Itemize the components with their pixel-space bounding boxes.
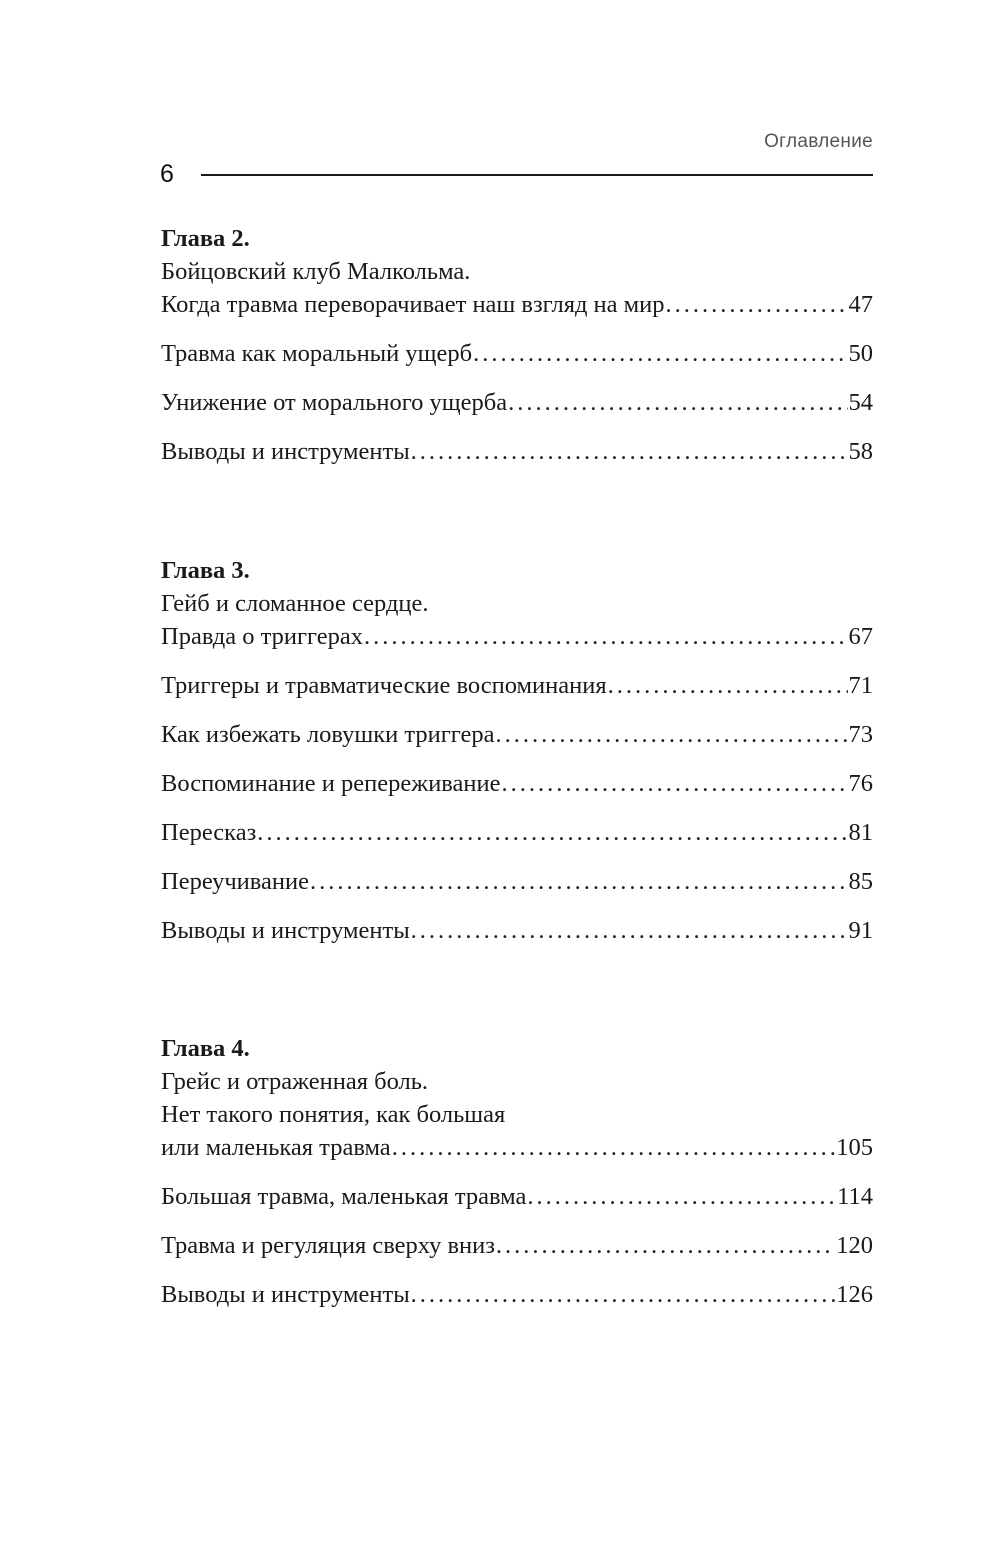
dot-leader [527,1180,836,1213]
toc-entry-text: Триггеры и травматические воспоминания [161,672,607,699]
toc-entry-page: 81 [848,819,873,846]
chapter-3 [161,554,873,947]
toc-entry-page: 47 [848,291,873,318]
toc-entry-text: Переучивание [161,868,309,895]
toc-entry-page: 73 [848,721,873,748]
toc-entry[interactable] [161,718,873,751]
toc-entry[interactable] [161,1278,873,1311]
toc-entry-text: Травма и регуляция сверху вниз [161,1232,495,1259]
toc-entry[interactable] [161,337,873,370]
toc-entry-page: 54 [848,389,873,416]
toc-entry-chapter-title[interactable] [161,1131,873,1164]
dot-leader [411,914,848,947]
chapter-title-line: Гейб и сломанное сердце. [161,590,429,617]
toc-entry-text: Выводы и инструменты [161,917,410,944]
toc-entry-text: Воспоминание и репереживание [161,770,501,797]
toc-entry[interactable] [161,1180,873,1213]
toc-entry[interactable] [161,816,873,849]
toc-entry[interactable] [161,865,873,898]
dot-leader [310,865,848,898]
toc-entry-page: 85 [848,868,873,895]
toc-entry[interactable] [161,386,873,419]
chapter-label: Глава 4. [161,1035,250,1062]
toc-entry[interactable] [161,1229,873,1262]
toc-entry-text: Выводы и инструменты [161,438,410,465]
toc-entry-text: Правда о триггерах [161,623,364,650]
chapter-label: Глава 3. [161,557,250,584]
toc-entry-page: 91 [848,917,873,944]
dot-leader [508,386,847,419]
dot-leader [666,288,848,321]
toc-entry-text: Выводы и инструменты [161,1281,410,1308]
dot-leader [364,620,847,653]
toc-entry-text: Унижение от морального ущерба [161,389,508,416]
toc-entry[interactable] [161,435,873,468]
toc-entry-text: Травма как моральный ущерб [161,340,473,367]
dot-leader [257,816,847,849]
toc-entry-chapter-title[interactable] [161,620,873,653]
toc-entry-chapter-title[interactable] [161,288,873,321]
toc-entry[interactable] [161,767,873,800]
toc-entry-page: 67 [848,623,873,650]
chapter-title-line: Нет такого понятия, как большая [161,1101,506,1128]
page-number: 6 [160,160,174,188]
toc-entry-page: 126 [836,1281,873,1308]
toc-entry[interactable] [161,914,873,947]
dot-leader [608,669,848,702]
chapter-4 [161,1032,873,1311]
chapter-title-line: Грейс и отраженная боль. [161,1068,429,1095]
dot-leader [392,1131,836,1164]
chapter-2 [161,222,873,468]
dot-leader [496,718,848,751]
header-rule [201,174,873,176]
chapter-label: Глава 2. [161,225,250,252]
dot-leader [496,1229,835,1262]
toc-entry-page: 105 [836,1134,873,1161]
toc-entry-page: 114 [837,1183,873,1210]
toc-entry-text: Как избежать ловушки триггера [161,721,495,748]
toc-entry-page: 76 [848,770,873,797]
dot-leader [411,1278,836,1311]
toc-entry-text: Большая травма, маленькая травма [161,1183,527,1210]
toc-entry-text: Когда травма переворачивает наш взгляд на мир [161,291,665,318]
toc-entry-page: 71 [848,672,873,699]
toc-entry[interactable] [161,669,873,702]
dot-leader [473,337,847,370]
chapter-title-line: Бойцовский клуб Малкольма. [161,258,471,285]
toc-entry-text: Пересказ [161,819,257,846]
toc-entry-page: 50 [848,340,873,367]
running-title: Оглавление [764,131,873,152]
toc-entry-text: или маленькая травма [161,1134,391,1161]
dot-leader [411,435,848,468]
toc-entry-page: 58 [848,438,873,465]
dot-leader [502,767,848,800]
toc-entry-page: 120 [836,1232,873,1259]
